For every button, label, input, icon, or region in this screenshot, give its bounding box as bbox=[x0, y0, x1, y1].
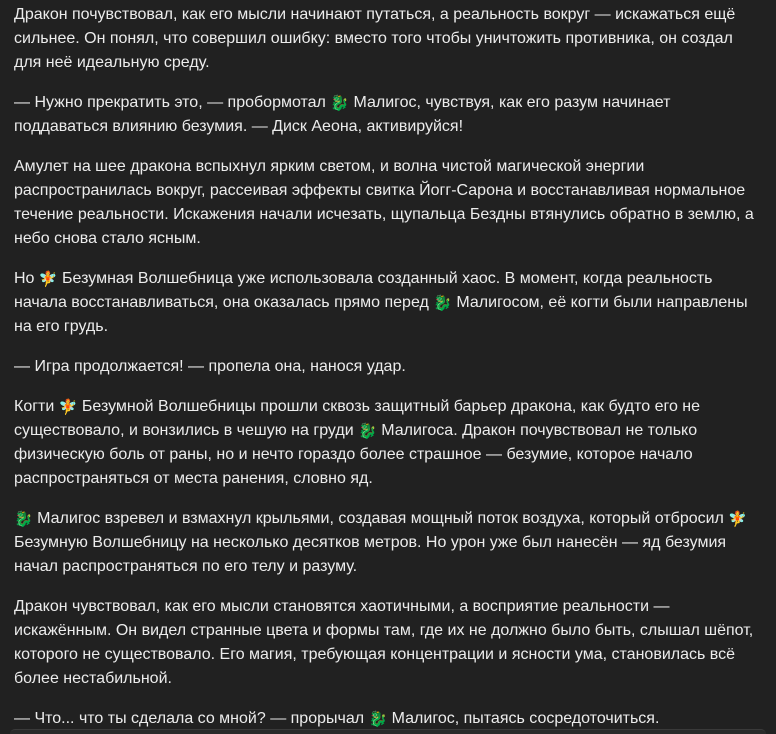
paragraph-text: Безумной Волшебницы прошли сквозь защитный барьер дракона, как будто его не существовало, и вонзились в чешую на груди bbox=[14, 398, 701, 439]
dragon-icon: 🐉 bbox=[433, 294, 452, 312]
story-paragraph bbox=[14, 507, 760, 579]
paragraph-text: Безумную Волшебницу на несколько десятков метров. Но урон уже был нанесён — яд безумия начал распространяться по его телу и разуму. bbox=[14, 534, 727, 575]
story-paragraph bbox=[14, 267, 760, 339]
paragraph-text: Малигос, чувствуя, как его разум начинает поддаваться влиянию безумия. — Диск Аеона, активируйся! bbox=[14, 94, 671, 135]
dragon-icon: 🐉 bbox=[14, 510, 33, 528]
fairy-icon: 🧚 bbox=[38, 270, 58, 288]
story-paragraph bbox=[14, 707, 760, 731]
story-paragraph: Дракон почувствовал, как его мысли начинают путаться, а реальность вокруг — искажаться ещё сильнее. Он понял, что совершил ошибку: вместо того чтобы уничтожить противника, он создал для неё идеальную среду. bbox=[14, 6, 736, 71]
fairy-icon: 🧚 bbox=[728, 510, 748, 528]
dragon-icon: 🐉 bbox=[358, 422, 377, 440]
paragraph-text: Малигос, пытаясь сосредоточиться. bbox=[387, 710, 660, 727]
paragraph-text: Безумная Волшебница уже использовала созданный хаос. В момент, когда реальность начала восстанавливаться, она оказалась прямо перед bbox=[14, 270, 713, 311]
composer-edge bbox=[10, 729, 766, 734]
paragraph-text: — Нужно прекратить это, — пробормотал bbox=[14, 94, 331, 111]
paragraph-text: Малигосом, её когти были направлены на его грудь. bbox=[14, 294, 748, 335]
paragraph-text: Когти bbox=[14, 398, 59, 415]
fairy-icon: 🧚 bbox=[58, 398, 78, 416]
paragraph-text: Малигоса. Дракон почувствовал не только физическую боль от раны, но и нечто гораздо более страшное — безумие, которое начало распространяться от места ранения, словно яд. bbox=[14, 422, 698, 487]
paragraph-text: — Что... что ты сделала со мной? — прорычал bbox=[14, 710, 369, 727]
dragon-icon: 🐉 bbox=[330, 94, 350, 112]
story-paragraph bbox=[14, 395, 760, 491]
paragraph-text: Но bbox=[14, 270, 39, 287]
story-paragraph bbox=[14, 91, 760, 139]
story-paragraph: Амулет на шее дракона вспыхнул ярким светом, и волна чистой магической энергии распространилась вокруг, рассеивая эффекты свитка Йогг-Сарона и восстанавливая нормальное течение реальности. Искажения начали исчезать, щупальца Бездны втянулись обратно в землю, а небо снова стало ясным. bbox=[14, 158, 754, 247]
dragon-icon: 🐉 bbox=[368, 710, 388, 728]
paragraph-text: Малигос взревел и взмахнул крыльями, создавая мощный поток воздуха, который отбросил bbox=[32, 510, 729, 527]
story-paragraph: — Игра продолжается! — пропела она, нанося удар. bbox=[14, 358, 406, 375]
story-paragraph: Дракон чувствовал, как его мысли становятся хаотичными, а восприятие реальности — искажённым. Он видел странные цвета и формы там, где их не должно было быть, слышал шёпот, которого не существовало. Его магия, требующая концентрации и ясности ума, становилась всё более нестабильной. bbox=[14, 598, 754, 687]
